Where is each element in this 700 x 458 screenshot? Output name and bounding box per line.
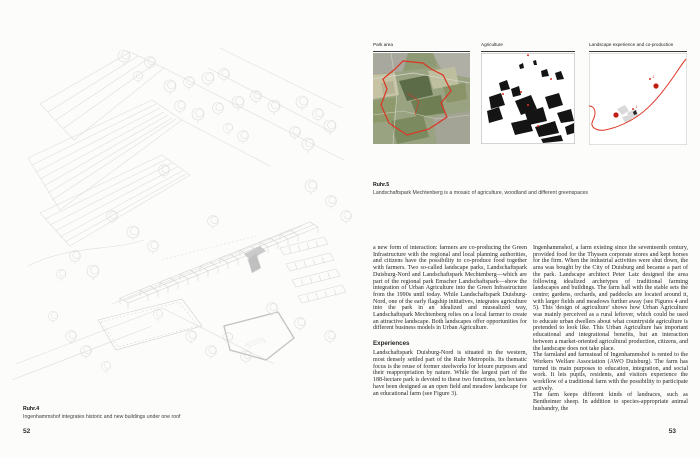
right-page (350, 0, 700, 458)
aerial-photo (373, 53, 470, 144)
map-agriculture (481, 42, 575, 144)
figure-caption-text: Ingenhammshof integrates historic and new buildings under one roof (23, 413, 181, 420)
map-park-area (373, 42, 470, 144)
map-title: Agriculture (481, 42, 575, 52)
section-heading-experiences: Experiences (373, 340, 410, 348)
body-paragraph: Ingenhammshof, a farm existing since the seventeenth century, provided food for the Thyssen corporate stores and kept horses for the firm. When the industrial activities were shut down, the area was bought by the City of Duisburg and became a part of the park. Landscape architect Peter Latz designed the area following idealized archetypes of traditional farming landscapes and buildings. The farm hall with the stable sets the centre; gardens, orchards, and paddocks are located around it, with larger fields and meadows further away (see Figures 4 and 5). This 'design of agriculture' shows how Urban Agriculture was mainly perceived as a rural leftover, which could be used to educate urban dwellers about what countryside agriculture is pretended to look like. This Urban Agriculture has important educational and integrational benefits, but an interaction between a market-oriented agricultural production, citizens, and the landscape does not take place. (533, 245, 688, 352)
figure-label: Ruhr.5 (373, 182, 390, 188)
landmark-dot (613, 112, 618, 117)
body-paragraph: The farm keeps different kinds of landraces, such as Bentheimer sheep. In addition to species-appropriate animal husbandry, the (533, 392, 688, 412)
body-paragraph: a new form of interaction: farmers are co-producing the Green Infrastructure with the regional and local planning authorities, and citizens have the possibility to co-produce food together with farmers. Two so-called landscape parks, Landschaftspark Duisburg-Nord and Landschaftspark Mechtenberg—which are part of the regional park Emscher Landschaftspark—show the integration of Urban Agriculture into the Green Infrastructure from the 1990s until today. While Landschaftspark Duisburg-Nord, one of the early flagship initiatives, integrates agriculture into the park in an idealized and musealized way, Landschaftspark Mechtenberg relies on a local farmer to create an attractive landscape. Both landscapes offer opportunities for different business models in Urban Agriculture. (373, 245, 527, 332)
body-column-right (533, 245, 688, 413)
experience-map (589, 53, 687, 145)
body-column-left (373, 245, 527, 397)
page-number-right: 53 (668, 428, 676, 435)
figure-caption-ruhr5 (373, 182, 688, 196)
farm-axonometric-drawing (12, 8, 360, 400)
figure-caption-text: Landschaftspark Mechtenberg is a mosaic of agriculture, woodland and different greenspaces (373, 189, 589, 196)
body-paragraph: The farmland and farmstead of Ingenhammshof is rented to the Workers Welfare Association (AWO Duisburg). The farm has turned its main purposes to education, integration, and social work. It lets pupils, residents, and visitors experience the workflow of a traditional farm with the possibility to participate actively. (533, 352, 688, 392)
figure-caption-ruhr4 (23, 406, 323, 420)
map-marker-label: 1 (635, 104, 638, 109)
map-title: Park area (373, 42, 470, 52)
map-title: Landscape experience and co-production (589, 42, 687, 52)
figure-label: Ruhr.4 (23, 406, 40, 412)
page-number-left: 52 (23, 428, 31, 435)
body-paragraph: Landschaftspark Duisburg-Nord is situated in the western, most densely settled part of the Ruhr Metropolis. Its thematic focus is the reuse of former steelworks for leisure purposes and their reappropriation by nature. While the largest part of the 188-hectare park is devoted to these two functions, ten hectares have been designed as an open field and meadow landscape for an educational farm (see Figure 3). (373, 350, 527, 397)
agriculture-map (481, 53, 575, 144)
map-marker-label: 2 (652, 74, 655, 79)
map-landscape-experience (589, 42, 687, 145)
landmark-dot (653, 83, 658, 88)
